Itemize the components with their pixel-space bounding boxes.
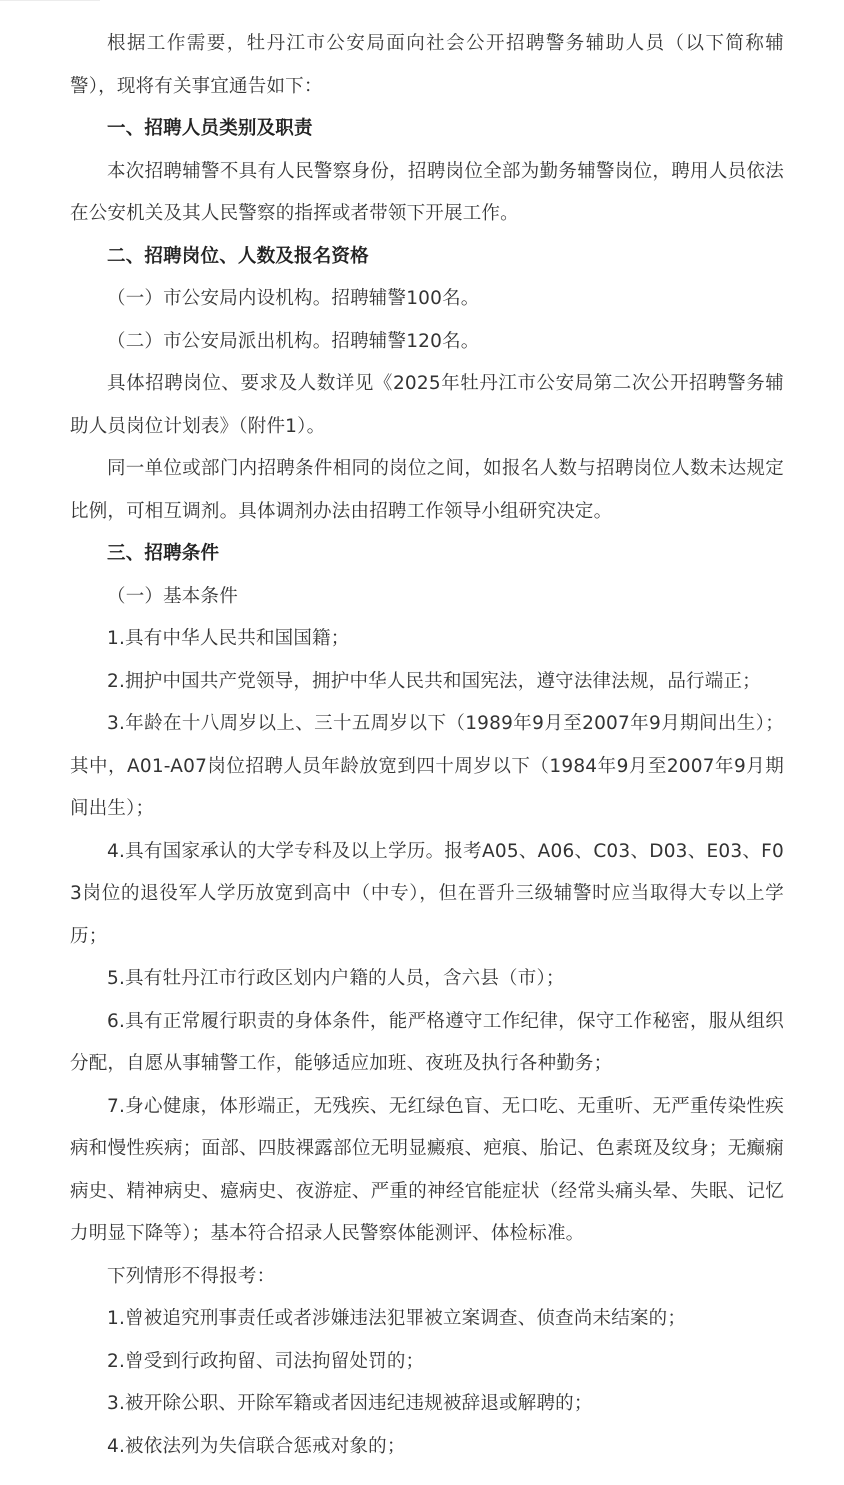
announcement-body [70,23,784,1468]
paragraph: 同一单位或部门内招聘条件相同的岗位之间，如报名人数与招聘岗位人数未达规定比例，可相互调剂。具体调剂办法由招聘工作领导小组研究决定。 [70,458,784,522]
paragraph: 本次招聘辅警不具有人民警察身份，招聘岗位全部为勤务辅警岗位，聘用人员依法在公安机关及其人民警察的指挥或者带领下开展工作。 [70,160,784,224]
section-heading: 三、招聘条件 [107,543,220,564]
list-item: 4.被依法列为失信联合惩戒对象的； [107,1435,406,1457]
paragraph: （二）市公安局派出机构。招聘辅警120名。 [107,330,480,352]
list-item: 2.曾受到行政拘留、司法拘留处罚的； [107,1350,425,1372]
top-divider [0,0,100,1]
list-item: 6.具有正常履行职责的身体条件，能严格遵守工作纪律，保守工作秘密，服从组织分配，自愿从事辅警工作，能够适应加班、夜班及执行各种勤务； [70,1010,784,1074]
list-item: 3.被开除公职、开除军籍或者因违纪违规被辞退或解聘的； [107,1393,593,1414]
list-item: 1.具有中华人民共和国国籍； [107,628,350,649]
list-item: 7.身心健康，体形端正，无残疾、无红绿色盲、无口吃、无重听、无严重传染性疾病和慢性疾病；面部、四肢裸露部位无明显癜痕、疤痕、胎记、色素斑及纹身；无癫痫病史、精神病史、癔病史、夜游症、严重的神经官能症状（经常头痛头晕、失眠、记忆力明显下降等）；基本符合招录人民警察体能测评、体检标准。 [70,1095,784,1244]
list-item: 5.具有牡丹江市行政区划内户籍的人员，含六县（市）； [107,968,565,989]
section-heading: 二、招聘岗位、人数及报名资格 [107,245,369,267]
paragraph: （一）市公安局内设机构。招聘辅警100名。 [107,288,480,309]
paragraph: 下列情形不得报考： [107,1265,276,1287]
list-item: 4.具有国家承认的大学专科及以上学历。报考A05、A06、C03、D03、E03、F03岗位的退役军人学历放宽到高中（中专），但在晋升三级辅警时应当取得大专以上学历； [70,840,784,947]
paragraph: （一）基本条件 [107,585,238,607]
paragraph: 具体招聘岗位、要求及人数详见《2025年牡丹江市公安局第二次公开招聘警务辅助人员岗位计划表》（附件1）。 [70,373,784,437]
section-heading: 一、招聘人员类别及职责 [107,118,313,139]
list-item: 1.曾被追究刑事责任或者涉嫌违法犯罪被立案调查、侦查尚未结案的； [107,1308,687,1329]
list-item: 2.拥护中国共产党领导，拥护中华人民共和国宪法，遵守法律法规，品行端正； [107,670,761,692]
intro-paragraph: 根据工作需要，牡丹江市公安局面向社会公开招聘警务辅助人员（以下简称辅警），现将有关事宜通告如下： [70,33,784,97]
list-item: 3.年龄在十八周岁以上、三十五周岁以下（1989年9月至2007年9月期间出生）；其中，A01-A07岗位招聘人员年龄放宽到四十周岁以下（1984年9月至2007年9月期间出生）； [70,713,784,819]
